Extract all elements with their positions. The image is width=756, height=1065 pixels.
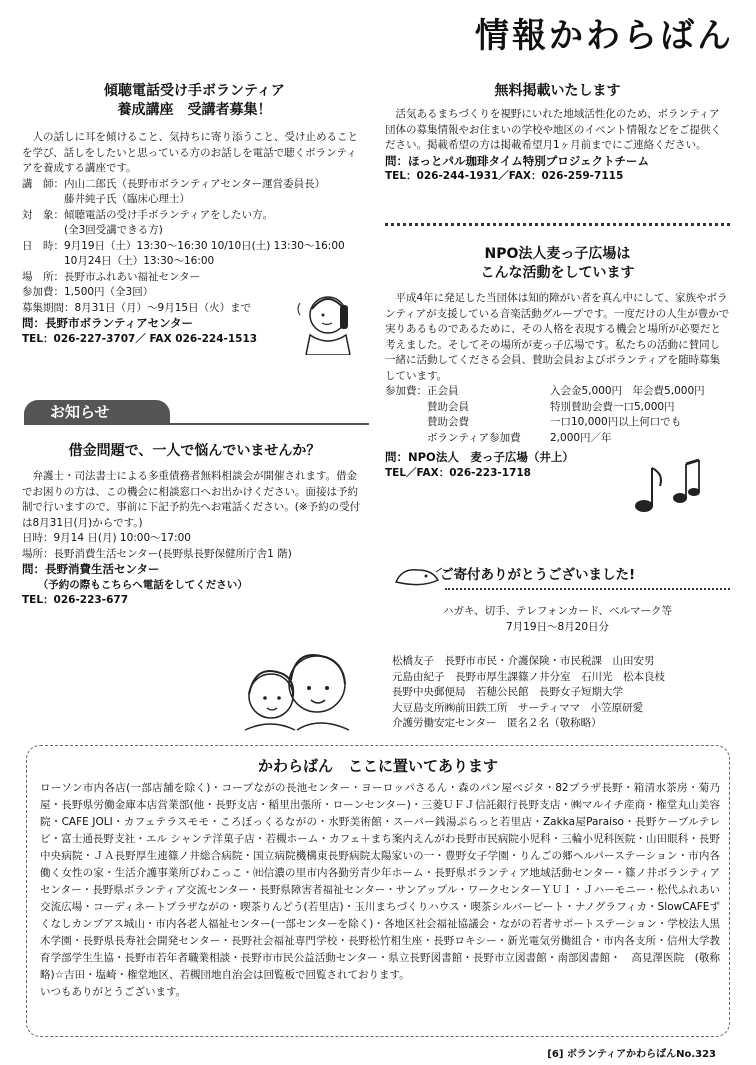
npo-fee-label: ボランティア参加費: [385, 431, 521, 444]
npo-tel: TEL／FAX：026-223-1718: [385, 466, 531, 479]
donation-title: ご寄付ありがとうございました!: [440, 567, 636, 583]
listening-contact: 問：長野市ボランティアセンター: [22, 316, 194, 330]
npo-fee-row: [385, 384, 730, 400]
notice-section: [22, 442, 367, 609]
donor-line: 大豆島支所㈱前田鉄工所 サーティママ 小笠原研愛: [392, 701, 644, 714]
donation-header: [440, 566, 740, 585]
placement-title: かわらばん ここに置いてあります: [257, 757, 498, 775]
listening-tel: TEL：026-227-3707／ FAX 026-224-1513: [22, 332, 258, 345]
listening-intro: 人の話しに耳を傾けること、気持ちに寄り添うこと、受け止めることを学び、話しをしたいと思っている方のお話しを電話で聴くボランティアを養成する講座です。: [22, 131, 358, 174]
notice-contact: 問：長野消費生活センター: [22, 562, 160, 576]
free-listing-body: 活気あるまちづくりを視野にいれた地域活性化のため、ボランティア団体の募集情報やお住まいの学校や地区のイベント情報などをご提供ください。掲載希望の方は掲載希望月1ヶ月前までにご連絡ください。: [385, 108, 721, 151]
listening-detail-line: 参加費：1,500円（全3回）: [22, 286, 154, 298]
bird-icon: [392, 562, 442, 590]
free-listing-tel: TEL：026-244-1931／FAX：026-259-7115: [385, 170, 624, 182]
telephone-person-icon: [292, 285, 364, 355]
npo-fee-label: 賛助会費: [385, 416, 469, 428]
npo-fee-row: [385, 431, 730, 447]
free-listing-title: 無料掲載いたします: [494, 83, 621, 99]
notice-detail-line: 日時：9月14 日(月) 10:00～17:00: [22, 532, 191, 544]
children-illustration-icon: [225, 640, 365, 736]
listening-detail-line: 対 象：傾聴電話の受け手ボランティアをしたい方。: [22, 208, 274, 221]
donor-list: [392, 654, 732, 732]
npo-fee-table: [385, 384, 730, 446]
notice-tel: TEL：026-223-677: [22, 594, 128, 606]
placement-list: [40, 780, 720, 1001]
npo-title-2: こんな活動をしています: [480, 265, 635, 281]
notice-note: （予約の際もこちらへ電話をしてください）: [37, 578, 248, 591]
listening-title-1: 傾聴電話受け手ボランティア: [104, 83, 285, 99]
npo-fee-row: [385, 400, 730, 416]
free-listing-section: [385, 82, 730, 185]
notice-details: [22, 531, 367, 562]
donor-line: 元島由紀子 長野市厚生課篠ノ井分室 石川光 松本良枝: [392, 670, 665, 683]
donation-items-block: [385, 604, 730, 635]
npo-body: 平成4年に発足した当団体は知的障がい者を真ん中にして、家族やボランティアが支援している音楽活動グループです。一度だけの人生が豊かで実りあるものであるために、その人格を表現する機会と場所が必要だと考えました。そしてその場所が麦っ子広場です。私たちの活動に賛同し一緒に活動してくださる会員、賛助会員およびボランティアを随時募集しています。: [385, 292, 730, 382]
placement-body: ローソン市内各店(一部店舗を除く)・コープながの長池センター・ヨーロッパさるん・森のパン屋ベジタ・82プラザ長野・箱清水茶房・菊乃屋・長野県労働金庫本店営業部(他・長野支店・稲里出張所・ローンセンター)・三菱ＵＦＪ信託銀行長野支店・㈱マルイチ産商・権堂丸山美容院・CAFE JOLI・カフェテラスモモ・ころぼっくるながの・水野美術館・スーパー銭湯ぷらっと若里店・Zakka屋Paraiso・長野ケーブルテレビ・富士通長野支社・エル シャンテ洋菓子店・若槻ホーム・カフェ＋まち案内えんがわ長野市民病院小児科・三輪小児科医院・山田眼科・長野中央病院・ＪＡ長野厚生連篠ノ井総合病院・国立病院機構東長野病院太陽家いの一・豊野女子学園・りんごの郷ヘルパーステーション・市内各働く女性の家・生活介護事業所びわこっこ・㈳信濃の里市内各勤労青少年ホーム・長野県ボランティア地域活動センター・篠ノ井ボランティアセンター・長野県ボランティア交流センター・長野県障害者福祉センター・サンアップル・ワークセンターＹＵＩ・Ｊハーモニー・松代ふれあい交流広場・コーディネートプラザながの・喫茶りんどう(若里店)・玉川まちづくりハウス・喫茶シルバービート・ナノグラフィカ・SlowCAFEずくなしカンブアス城山・市内各老人福祉センター(一部センターを除く)・各地区社会福祉協議会・ながの若者サポートステーション・学校法人黒木学園・長野県長寿社会開発センター・長野社会福祉専門学校・長野松竹相生座・長野ロキシー・新光電気労働組合・市内各支所・信州大学教育学部学生生協・長野市若年者職業相談・長野市市民公益活動センター・県立長野図書館・長野市立図書館・南部図書館・ 高見澤医院 (敬称略)☆吉田・塩崎・権堂地区、若槻団地自治会は回覧板で回覧されております。: [40, 782, 720, 981]
music-note-icon: [630, 458, 700, 518]
npo-fee-label: 参加費：正会員: [385, 385, 459, 397]
npo-fee-value: 特別賛助会費一口5,000円: [550, 400, 675, 413]
notice-title: 借金問題で、一人で悩んでいませんか？: [68, 443, 321, 459]
npo-fee-value: 入会金5,000円 年会費5,000円: [550, 385, 705, 397]
listening-detail-line: 場 所：長野市ふれあい福祉センター: [22, 270, 201, 283]
listening-title-2: 養成講座 受講者募集！: [117, 102, 272, 118]
donor-line: 松橋友子 長野市市民・介護保険・市民税課 山田安男: [392, 655, 655, 667]
donor-line: 長野中央郵便局 若穂公民館 長野女子短期大学: [392, 686, 623, 698]
notice-divider: [24, 423, 369, 425]
npo-section: [385, 245, 730, 481]
npo-fee-row: [385, 415, 730, 431]
masthead-title: 情報かわらばん: [475, 16, 734, 56]
section-divider: [385, 223, 730, 226]
free-listing-contact: 問：ほっとパル珈琲タイム特別プロジェクトチーム: [385, 153, 650, 168]
listening-detail-line: 10月24日（土）13:30～16:00: [22, 255, 215, 267]
listening-detail-line: 藤井純子氏（臨床心理士）: [22, 193, 190, 205]
page-footer: [6] ボランティアかわらばんNo.323: [547, 1049, 716, 1060]
donor-line: 介護労働安定センター 匿名２名（敬称略）: [392, 717, 602, 729]
npo-fee-value: 2,000円／年: [550, 431, 612, 444]
npo-contact: 問：NPO法人 麦っ子広場（井上）: [385, 450, 574, 464]
donation-period: 7月19日～8月20日分: [505, 620, 610, 633]
notice-body: 弁護士・司法書士による多重債務者無料相談会が開催されます。借金でお困りの方は、この機会に相談窓口へお出かけください。面接は予約制で行いますので、事前に下記予約先へお電話ください。(※予約の受付は8月31日(月)からです。): [22, 470, 361, 529]
listening-detail-line: 日 時：9月19日（土）13:30～16:30 10/10日(土) 13:30～16:00: [22, 239, 345, 252]
placement-thanks: いつもありがとうございます。: [40, 986, 187, 998]
npo-fee-label: 賛助会員: [385, 400, 469, 413]
donation-items: ハガキ、切手、テレフォンカード、ベルマーク等: [443, 605, 672, 617]
npo-title-1: NPO法人麦っ子広場は: [484, 246, 631, 262]
listening-detail-line: (全3回受講できる方): [22, 224, 163, 236]
donation-divider: [445, 588, 730, 590]
listening-detail-line: 講 師：内山二郎氏（長野市ボランティアセンター運営委員長）: [22, 177, 326, 190]
notice-label: お知らせ: [24, 400, 170, 424]
notice-detail-line: 場所：長野消費生活センター(長野県長野保健所庁舎1 階): [22, 547, 292, 560]
listening-detail-line: 募集期間：8月31日（月）～9月15日（火）まで: [22, 301, 252, 314]
npo-fee-value: 一口10,000円以上何口でも: [550, 416, 682, 428]
